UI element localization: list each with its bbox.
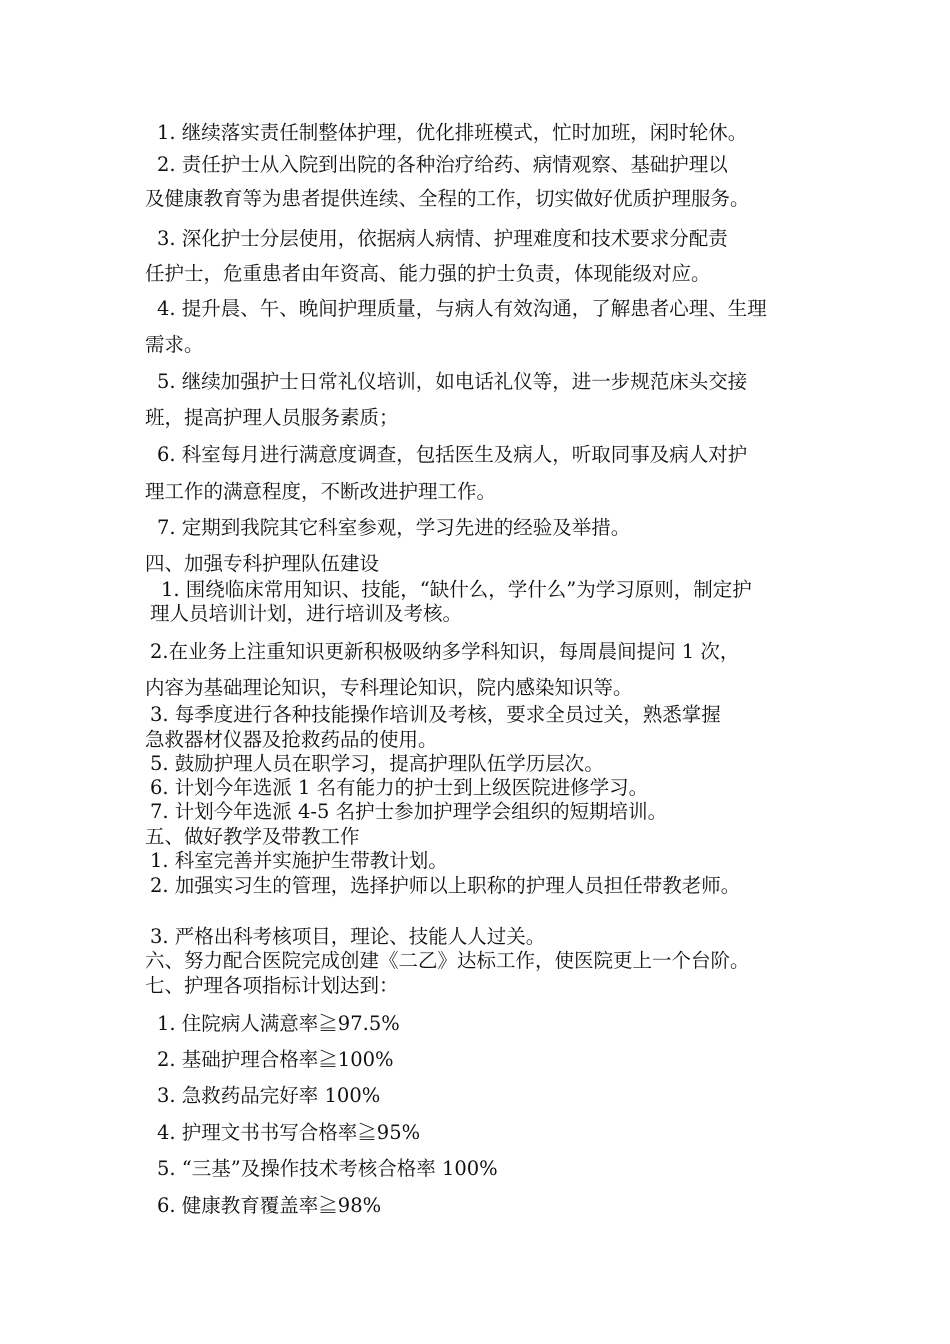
text-line-team-2a: 2.在业务上注重知识更新积极吸纳多学科知识，每周晨间提问 1 次，: [150, 640, 740, 663]
text-line-team-5: 5. 鼓励护理人员在职学习，提高护理队伍学历层次。: [150, 752, 604, 775]
text-line-care-3a: 3. 深化护士分层使用，依据病人病情、护理难度和技术要求分配责: [157, 227, 728, 250]
indicator-line-3: 3. 急救药品完好率 100%: [157, 1084, 381, 1107]
text-line-care-6b: 理工作的满意程度，不断改进护理工作。: [145, 480, 497, 503]
text-line-team-3b: 急救器材仪器及抢救药品的使用。: [145, 728, 438, 751]
indicator-line-2: 2. 基础护理合格率≧100%: [157, 1048, 394, 1071]
text-line-team-2b: 内容为基础理论知识，专科理论知识，院内感染知识等。: [145, 676, 633, 699]
indicator-line-4: 4. 护理文书书写合格率≧95%: [157, 1121, 421, 1144]
indicator-line-6: 6. 健康教育覆盖率≧98%: [157, 1194, 382, 1217]
text-line-care-5a: 5. 继续加强护士日常礼仪培训，如电话礼仪等，进一步规范床头交接: [157, 370, 748, 393]
indicator-line-1: 1. 住院病人满意率≧97.5%: [157, 1012, 400, 1035]
section-heading-4: 四、加强专科护理队伍建设: [145, 552, 380, 575]
text-line-care-7: 7. 定期到我院其它科室参观，学习先进的经验及举措。: [157, 516, 631, 539]
text-line-care-4b: 需求。: [145, 333, 204, 356]
text-line-teach-2: 2. 加强实习生的管理，选择护师以上职称的护理人员担任带教老师。: [150, 874, 741, 897]
text-line-care-3b: 任护士，危重患者由年资高、能力强的护士负责，体现能级对应。: [145, 262, 711, 285]
text-line-teach-1: 1. 科室完善并实施护生带教计划。: [150, 849, 448, 872]
text-line-team-7: 7. 计划今年选派 4-5 名护士参加护理学会组织的短期培训。: [150, 800, 668, 823]
section-heading-6: 六、努力配合医院完成创建《二乙》达标工作，使医院更上一个台阶。: [145, 949, 750, 972]
text-line-care-5b: 班，提高护理人员服务素质；: [145, 406, 399, 429]
text-line-care-2b: 及健康教育等为患者提供连续、全程的工作，切实做好优质护理服务。: [145, 187, 750, 210]
text-line-teach-3: 3. 严格出科考核项目，理论、技能人人过关。: [150, 925, 546, 948]
text-line-care-1: 1. 继续落实责任制整体护理，优化排班模式，忙时加班，闲时轮休。: [157, 121, 748, 144]
text-line-team-3a: 3. 每季度进行各种技能操作培训及考核，要求全员过关，熟悉掌握: [150, 703, 721, 726]
text-line-team-6: 6. 计划今年选派 1 名有能力的护士到上级医院进修学习。: [150, 776, 649, 799]
text-line-care-4a: 4. 提升晨、午、晚间护理质量，与病人有效沟通，了解患者心理、生理: [157, 297, 767, 320]
text-line-team-1a: 1. 围绕临床常用知识、技能，“缺什么，学什么”为学习原则，制定护: [161, 578, 752, 601]
section-heading-7: 七、护理各项指标计划达到：: [145, 974, 399, 997]
text-line-team-1b: 理人员培训计划，进行培训及考核。: [150, 602, 463, 625]
section-heading-5: 五、做好教学及带教工作: [145, 825, 360, 848]
text-line-care-6a: 6. 科室每月进行满意度调查，包括医生及病人，听取同事及病人对护: [157, 443, 748, 466]
indicator-line-5: 5. “三基”及操作技术考核合格率 100%: [157, 1157, 498, 1180]
text-line-care-2a: 2. 责任护士从入院到出院的各种治疗给药、病情观察、基础护理以: [157, 153, 728, 176]
